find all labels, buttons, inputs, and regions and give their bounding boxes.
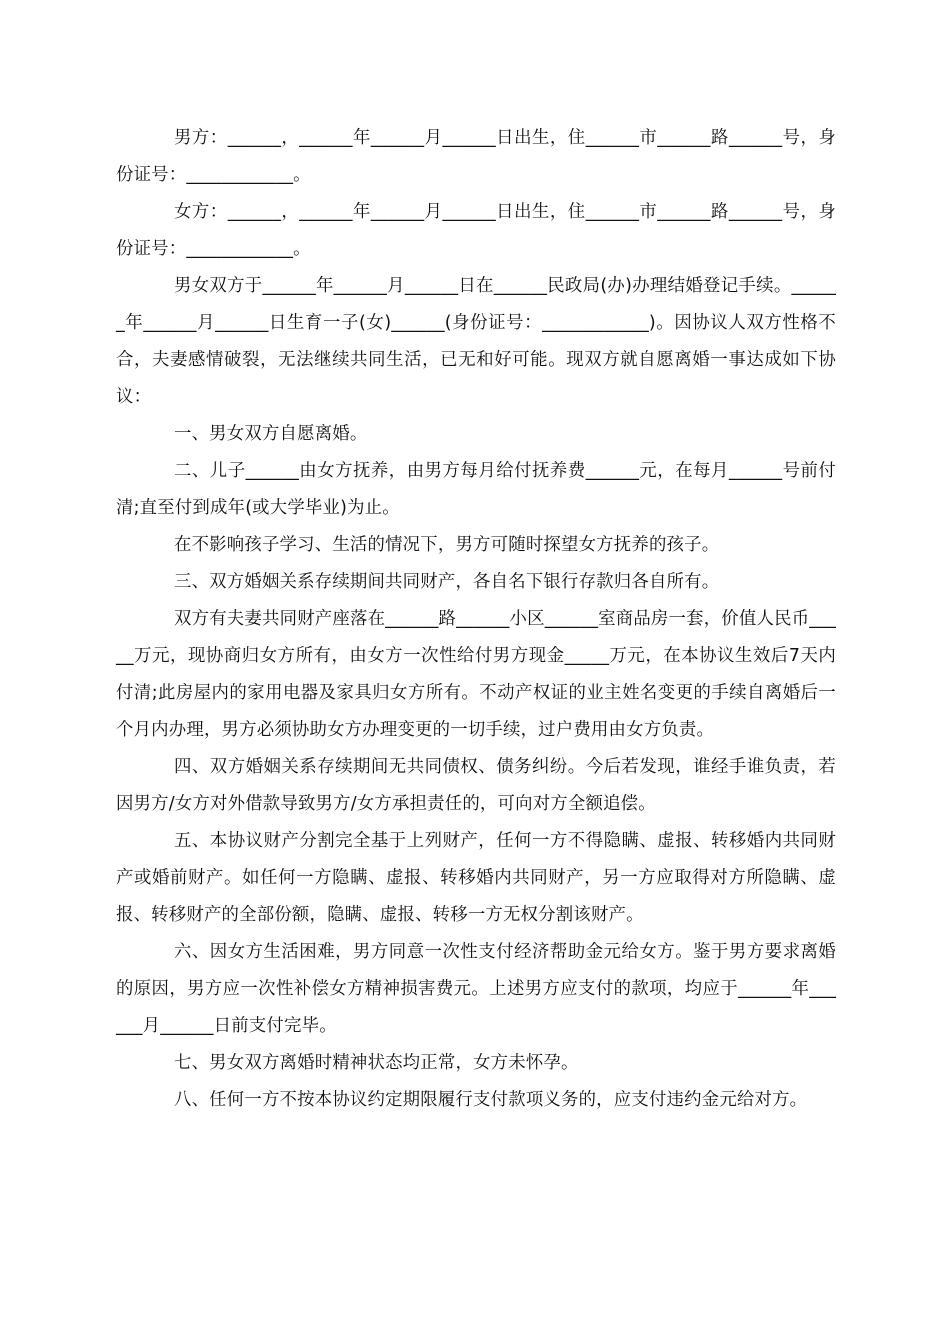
paragraph-wife-info: 女方：______，______年______月______日出生，住______市______路______号，身份证号：____________。 (116, 202, 836, 259)
clause-4: 四、双方婚姻关系存续期间无共同债权、债务纠纷。今后若发现，谁经手谁负责，若因男方/女方对外借款导致男方/女方承担责任的，可向对方全额追偿。 (116, 757, 836, 814)
clause-3: 三、双方婚姻关系存续期间共同财产，各自名下银行存款归各自所有。 (174, 572, 720, 592)
clause-1: 一、男女双方自愿离婚。 (174, 424, 368, 444)
clause-6: 六、因女方生活困难，男方同意一次性支付经济帮助金元给女方。鉴于男方要求离婚的原因，男方应一次性补偿女方精神损害费元。上述男方应支付的款项，均应于______年______月______日前支付完毕。 (116, 942, 836, 1036)
clause-3-property: 双方有夫妻共同财产座落在______路______小区______室商品房一套，价值人民币_____万元，现协商归女方所有，由女方一次性给付男方现金_____万元，在本协议生效后7天内付清;此房屋内的家用电器及家具归女方所有。不动产权证的业主姓名变更的手续自离婚后一个月内办理，男方必须协助女方办理变更的一切手续，过户费用由女方负责。 (116, 609, 836, 740)
paragraph-husband-info: 男方：______，______年______月______日出生，住______市______路______号，身份证号：____________。 (116, 128, 836, 185)
clause-8: 八、任何一方不按本协议约定期限履行支付款项义务的，应支付违约金元给对方。 (174, 1090, 808, 1110)
clause-5: 五、本协议财产分割完全基于上列财产，任何一方不得隐瞒、虚报、转移婚内共同财产或婚前财产。如任何一方隐瞒、虚报、转移婚内共同财产，另一方应取得对方所隐瞒、虚报、转移财产的全部份额，隐瞒、虚报、转移一方无权分割该财产。 (116, 831, 836, 925)
clause-2-visitation: 在不影响孩子学习、生活的情况下，男方可随时探望女方抚养的孩子。 (174, 535, 720, 555)
clause-7: 七、男女双方离婚时精神状态均正常，女方未怀孕。 (174, 1053, 579, 1073)
agreement-body (116, 120, 836, 1119)
paragraph-marriage-background: 男女双方于______年______月______日在______民政局(办)办理结婚登记手续。______年______月______日生育一子(女)______(身份证号：____________)。因协议人双方性格不合，夫妻感情破裂，无法继续共同生活，已无和好可能。现双方就自愿离婚一事达成如下协议： (116, 276, 836, 407)
clause-2: 二、儿子______由女方抚养，由男方每月给付抚养费______元，在每月______号前付清;直至付到成年(或大学毕业)为止。 (116, 461, 836, 518)
